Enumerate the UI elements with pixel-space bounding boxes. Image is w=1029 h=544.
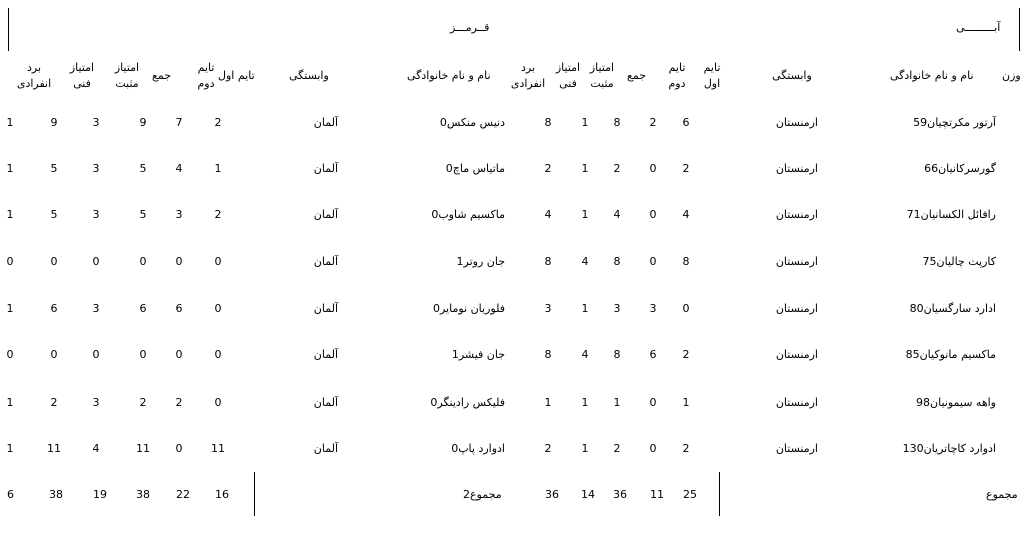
- cell-blue-h1: 0: [682, 302, 690, 315]
- cell-red-h2: 4: [175, 162, 183, 175]
- totals-blue-pos: 14: [581, 488, 595, 501]
- totals-label-blue: مجموع: [986, 488, 1018, 501]
- totals-separator-red: [254, 472, 255, 516]
- header-blue-tech: امتیاز فنی: [555, 61, 581, 90]
- header-red-half1: تایم اول: [218, 69, 255, 82]
- cell-blue-total: 1: [613, 396, 621, 409]
- cell-red-name: 1جان روتر: [456, 255, 505, 268]
- header-blue-win: برد انفرادی: [510, 61, 546, 90]
- cell-red-name: 0ماتیاس ماچ: [445, 162, 505, 175]
- header-red-club: وابستگی: [289, 69, 329, 82]
- cell-blue-pos: 1: [581, 396, 589, 409]
- cell-red-club: آلمان: [313, 208, 338, 221]
- header-red-pos: امتیاز مثبت: [114, 61, 140, 90]
- cell-red-h1: 0: [214, 396, 222, 409]
- cell-blue-pos: 1: [581, 442, 589, 455]
- cell-blue-h2: 2: [649, 116, 657, 129]
- totals-red-total: 38: [136, 488, 150, 501]
- cell-red-total: 0: [139, 255, 147, 268]
- header-red-name: نام و نام خانوادگی: [407, 69, 491, 82]
- cell-blue-pos: 1: [581, 162, 589, 175]
- cell-red-club: آلمان: [313, 116, 338, 129]
- cell-red-pos: 3: [92, 116, 100, 129]
- cell-blue-tech: 3: [544, 302, 552, 315]
- cell-red-win: 1: [6, 302, 14, 315]
- cell-red-win: 0: [6, 348, 14, 361]
- header-blue-pos: امتیاز مثبت: [589, 61, 615, 90]
- cell-blue-h1: 4: [682, 208, 690, 221]
- cell-red-h2: 3: [175, 208, 183, 221]
- cell-red-pos: 3: [92, 302, 100, 315]
- cell-red-tech: 5: [50, 208, 58, 221]
- cell-blue-h1: 2: [682, 162, 690, 175]
- header-blue-half1: تایم اول: [703, 61, 721, 90]
- cell-blue-h2: 0: [649, 255, 657, 268]
- cell-blue-name: 59آرتور مکرتچیان: [913, 116, 996, 129]
- cell-blue-tech: 2: [544, 162, 552, 175]
- cell-red-h2: 2: [175, 396, 183, 409]
- cell-blue-tech: 1: [544, 396, 552, 409]
- cell-blue-total: 3: [613, 302, 621, 315]
- right-border-line: [1019, 8, 1020, 51]
- cell-red-total: 6: [139, 302, 147, 315]
- cell-red-club: آلمان: [313, 396, 338, 409]
- cell-blue-club: ارمنستان: [775, 396, 818, 409]
- cell-blue-tech: 8: [544, 255, 552, 268]
- cell-red-pos: 3: [92, 396, 100, 409]
- cell-red-pos: 0: [92, 255, 100, 268]
- cell-red-win: 1: [6, 396, 14, 409]
- cell-blue-club: ارمنستان: [775, 116, 818, 129]
- team-title-blue: آبـــــــــی: [956, 21, 1001, 34]
- cell-blue-h2: 0: [649, 442, 657, 455]
- cell-blue-total: 2: [613, 162, 621, 175]
- header-red-tech: امتیاز فنی: [69, 61, 95, 90]
- cell-blue-club: ارمنستان: [775, 255, 818, 268]
- cell-red-name: 0فلیکس رادینگر: [430, 396, 505, 409]
- cell-red-club: آلمان: [313, 162, 338, 175]
- cell-red-h2: 0: [175, 442, 183, 455]
- cell-red-total: 2: [139, 396, 147, 409]
- cell-blue-name: 130ادوارد کاچاتریان: [902, 442, 996, 455]
- cell-blue-h2: 3: [649, 302, 657, 315]
- totals-red-h1: 16: [215, 488, 229, 501]
- cell-blue-name: 98واهه سیمونیان: [916, 396, 996, 409]
- cell-blue-club: ارمنستان: [775, 442, 818, 455]
- cell-blue-total: 8: [613, 255, 621, 268]
- cell-red-win: 1: [6, 162, 14, 175]
- cell-blue-h2: 0: [649, 396, 657, 409]
- cell-blue-total: 8: [613, 116, 621, 129]
- cell-blue-pos: 1: [581, 116, 589, 129]
- totals-blue-total: 36: [613, 488, 627, 501]
- cell-blue-total: 2: [613, 442, 621, 455]
- cell-red-tech: 11: [47, 442, 61, 455]
- cell-red-h1: 11: [211, 442, 225, 455]
- totals-red-win: 6: [7, 488, 14, 501]
- cell-red-h2: 0: [175, 255, 183, 268]
- cell-blue-h1: 8: [682, 255, 690, 268]
- cell-blue-h1: 2: [682, 442, 690, 455]
- cell-blue-pos: 1: [581, 302, 589, 315]
- cell-red-total: 5: [139, 208, 147, 221]
- totals-red-pos: 19: [93, 488, 107, 501]
- totals-red-tech: 38: [49, 488, 63, 501]
- cell-red-tech: 5: [50, 162, 58, 175]
- cell-red-win: 0: [6, 255, 14, 268]
- cell-red-total: 0: [139, 348, 147, 361]
- cell-red-club: آلمان: [313, 348, 338, 361]
- cell-red-h2: 0: [175, 348, 183, 361]
- cell-blue-h1: 2: [682, 348, 690, 361]
- header-blue-half2: تایم دوم: [668, 61, 686, 90]
- cell-blue-tech: 2: [544, 442, 552, 455]
- cell-red-name: 0ادوارد پاپ: [451, 442, 505, 455]
- cell-red-pos: 4: [92, 442, 100, 455]
- cell-red-pos: 3: [92, 208, 100, 221]
- cell-red-win: 1: [6, 116, 14, 129]
- cell-red-pos: 0: [92, 348, 100, 361]
- cell-blue-name: 75کارپت چالیان: [922, 255, 996, 268]
- cell-red-win: 1: [6, 442, 14, 455]
- cell-blue-h1: 1: [682, 396, 690, 409]
- cell-red-tech: 2: [50, 396, 58, 409]
- cell-red-club: آلمان: [313, 302, 338, 315]
- cell-blue-h1: 6: [682, 116, 690, 129]
- cell-blue-pos: 4: [581, 348, 589, 361]
- cell-red-tech: 9: [50, 116, 58, 129]
- totals-blue-h2: 11: [650, 488, 664, 501]
- cell-red-tech: 0: [50, 348, 58, 361]
- cell-red-win: 1: [6, 208, 14, 221]
- cell-blue-total: 4: [613, 208, 621, 221]
- cell-red-h1: 0: [214, 302, 222, 315]
- cell-red-name: 0دنیس منکس: [439, 116, 505, 129]
- cell-red-tech: 0: [50, 255, 58, 268]
- cell-red-h1: 0: [214, 255, 222, 268]
- totals-blue-h1: 25: [683, 488, 697, 501]
- cell-blue-club: ارمنستان: [775, 162, 818, 175]
- left-border-line: [8, 8, 9, 51]
- cell-red-name: 1جان فیشر: [451, 348, 505, 361]
- cell-red-name: 0ماکسیم شاوب: [431, 208, 505, 221]
- cell-blue-h2: 6: [649, 348, 657, 361]
- cell-blue-name: 66گورسرکانیان: [924, 162, 996, 175]
- cell-red-tech: 6: [50, 302, 58, 315]
- header-red-win: برد انفرادی: [16, 61, 52, 90]
- cell-red-h2: 7: [175, 116, 183, 129]
- cell-blue-club: ارمنستان: [775, 208, 818, 221]
- cell-blue-club: ارمنستان: [775, 302, 818, 315]
- totals-red-label: 2مجموع: [463, 488, 502, 501]
- cell-blue-club: ارمنستان: [775, 348, 818, 361]
- totals-red-h2: 22: [176, 488, 190, 501]
- cell-red-total: 5: [139, 162, 147, 175]
- cell-blue-total: 8: [613, 348, 621, 361]
- cell-red-h1: 2: [214, 208, 222, 221]
- cell-blue-name: 80ادارد سارگسیان: [909, 302, 996, 315]
- cell-red-club: آلمان: [313, 442, 338, 455]
- cell-red-total: 9: [139, 116, 147, 129]
- cell-red-name: 0فلوریان نومایر: [432, 302, 505, 315]
- cell-red-club: آلمان: [313, 255, 338, 268]
- header-blue-club: وابستگی: [772, 69, 812, 82]
- header-blue-name: نام و نام خانوادگی: [890, 69, 974, 82]
- cell-blue-tech: 4: [544, 208, 552, 221]
- cell-blue-pos: 1: [581, 208, 589, 221]
- cell-blue-tech: 8: [544, 348, 552, 361]
- cell-blue-h2: 0: [649, 162, 657, 175]
- cell-red-total: 11: [136, 442, 150, 455]
- cell-blue-name: 71رافائل الکسانیان: [906, 208, 996, 221]
- cell-blue-tech: 8: [544, 116, 552, 129]
- team-title-red: قــرمـــز: [450, 21, 490, 34]
- cell-red-h1: 0: [214, 348, 222, 361]
- cell-red-h1: 2: [214, 116, 222, 129]
- header-weight: وزن: [1002, 69, 1021, 82]
- cell-red-pos: 3: [92, 162, 100, 175]
- cell-red-h1: 1: [214, 162, 222, 175]
- header-blue-total: جمع: [627, 69, 647, 82]
- totals-separator-blue: [719, 472, 720, 516]
- totals-blue-tech: 36: [545, 488, 559, 501]
- cell-blue-h2: 0: [649, 208, 657, 221]
- cell-blue-name: 85ماکسیم مانوکیان: [905, 348, 996, 361]
- header-red-total: جمع: [152, 69, 172, 82]
- cell-red-h2: 6: [175, 302, 183, 315]
- cell-blue-pos: 4: [581, 255, 589, 268]
- header-red-half2: تایم دوم: [197, 61, 215, 90]
